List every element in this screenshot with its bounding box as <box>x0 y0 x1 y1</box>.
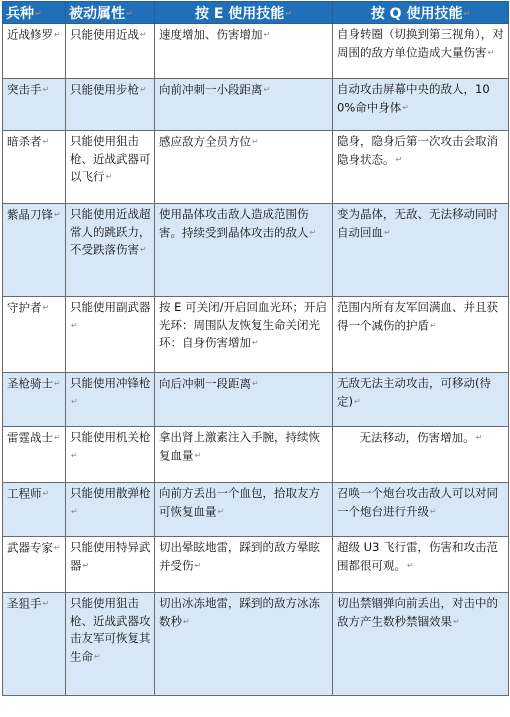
table-row <box>3 297 509 373</box>
cell-q-skill: 自身转圈（切换到第三视角），对周围的敌方单位造成大量伤害↵ <box>333 24 509 79</box>
cell-q-skill: 切出禁锢弹向前丢出，对击中的敌方产生数秒禁锢效果↵ <box>333 593 509 696</box>
cell-class: 雷霆战士↵ <box>3 427 66 483</box>
cell-e-skill: 使用晶体攻击敌人造成范围伤害。持续受到晶体攻击的敌人↵ <box>155 204 333 297</box>
cell-passive: 只能使用近战↵ <box>66 24 155 79</box>
cell-e-skill: 拿出肾上激素注入手腕，持续恢复血量↵ <box>155 427 333 483</box>
cell-e-skill: 切出晕眩地雷，踩到的敌方晕眩并受伤↵ <box>155 537 333 593</box>
cell-class: 近战修罗↵ <box>3 24 66 79</box>
cell-class: 暗杀者↵ <box>3 131 66 204</box>
header-e-skill: 按 E 使用技能↵ <box>155 2 333 24</box>
cell-q-skill: 无法移动，伤害增加。↵ <box>333 427 509 483</box>
table-row <box>3 204 509 297</box>
cell-q-skill: 超级 U3 飞行雷，伤害和攻击范围都很可观。↵ <box>333 537 509 593</box>
cell-passive: 只能使用机关枪↵ <box>66 427 155 483</box>
cell-class: 工程师↵ <box>3 483 66 537</box>
cell-q-skill: 召唤一个炮台攻击敌人可以对同一个炮台进行升级↵ <box>333 483 509 537</box>
cell-passive: 只能使用散弹枪↵ <box>66 483 155 537</box>
table-row <box>3 427 509 483</box>
cell-q-skill: 自动攻击屏幕中央的敌人，100%命中身体↵ <box>333 79 509 131</box>
cell-e-skill: 按 E 可关闭/开启回血光环；开启光环：周围队友恢复生命关闭光环：自身伤害增加↵ <box>155 297 333 373</box>
header-q-skill: 按 Q 使用技能↵ <box>333 2 509 24</box>
header-row <box>3 2 509 24</box>
cell-passive: 只能使用冲锋枪↵ <box>66 373 155 427</box>
table-row <box>3 483 509 537</box>
table-row <box>3 24 509 79</box>
table-row <box>3 373 509 427</box>
table-row <box>3 537 509 593</box>
table-row <box>3 593 509 696</box>
cell-e-skill: 速度增加、伤害增加↵ <box>155 24 333 79</box>
cell-passive: 只能使用近战超常人的跳跃力，不受跌落伤害↵ <box>66 204 155 297</box>
cell-q-skill: 无敌无法主动攻击，可移动(待定)↵ <box>333 373 509 427</box>
cell-class: 武器专家↵ <box>3 537 66 593</box>
cell-passive: 只能使用狙击枪、近战武器可以飞行↵ <box>66 131 155 204</box>
cell-class: 圣狙手↵ <box>3 593 66 696</box>
cell-e-skill: 向前冲刺一小段距离↵ <box>155 79 333 131</box>
cell-passive: 只能使用狙击枪、近战武器攻击友军可恢复其生命↵ <box>66 593 155 696</box>
cell-e-skill: 向前方丢出一个血包，拾取友方可恢复血量↵ <box>155 483 333 537</box>
table-row <box>3 79 509 131</box>
cell-e-skill: 切出冰冻地雷，踩到的敌方冰冻数秒↵ <box>155 593 333 696</box>
cell-q-skill: 变为晶体，无敌、无法移动同时自动回血↵ <box>333 204 509 297</box>
cell-passive: 只能使用步枪↵ <box>66 79 155 131</box>
cell-class: 紫晶刀锋↵ <box>3 204 66 297</box>
cell-class: 守护者↵ <box>3 297 66 373</box>
cell-e-skill: 感应敌方全员方位↵ <box>155 131 333 204</box>
cell-e-skill: 向后冲刺一段距离↵ <box>155 373 333 427</box>
header-passive: 被动属性↵ <box>66 2 155 24</box>
cell-passive: 只能使用副武器↵ <box>66 297 155 373</box>
cell-q-skill: 隐身，隐身后第一次攻击会取消隐身状态。↵ <box>333 131 509 204</box>
cell-q-skill: 范围内所有友军回满血、并且获得一个减伤的护盾↵ <box>333 297 509 373</box>
table-row <box>3 131 509 204</box>
class-skill-table <box>2 1 509 696</box>
header-class: 兵种↵ <box>3 2 66 24</box>
cell-passive: 只能使用特异武器↵ <box>66 537 155 593</box>
cell-class: 突击手↵ <box>3 79 66 131</box>
cell-class: 圣枪骑士↵ <box>3 373 66 427</box>
